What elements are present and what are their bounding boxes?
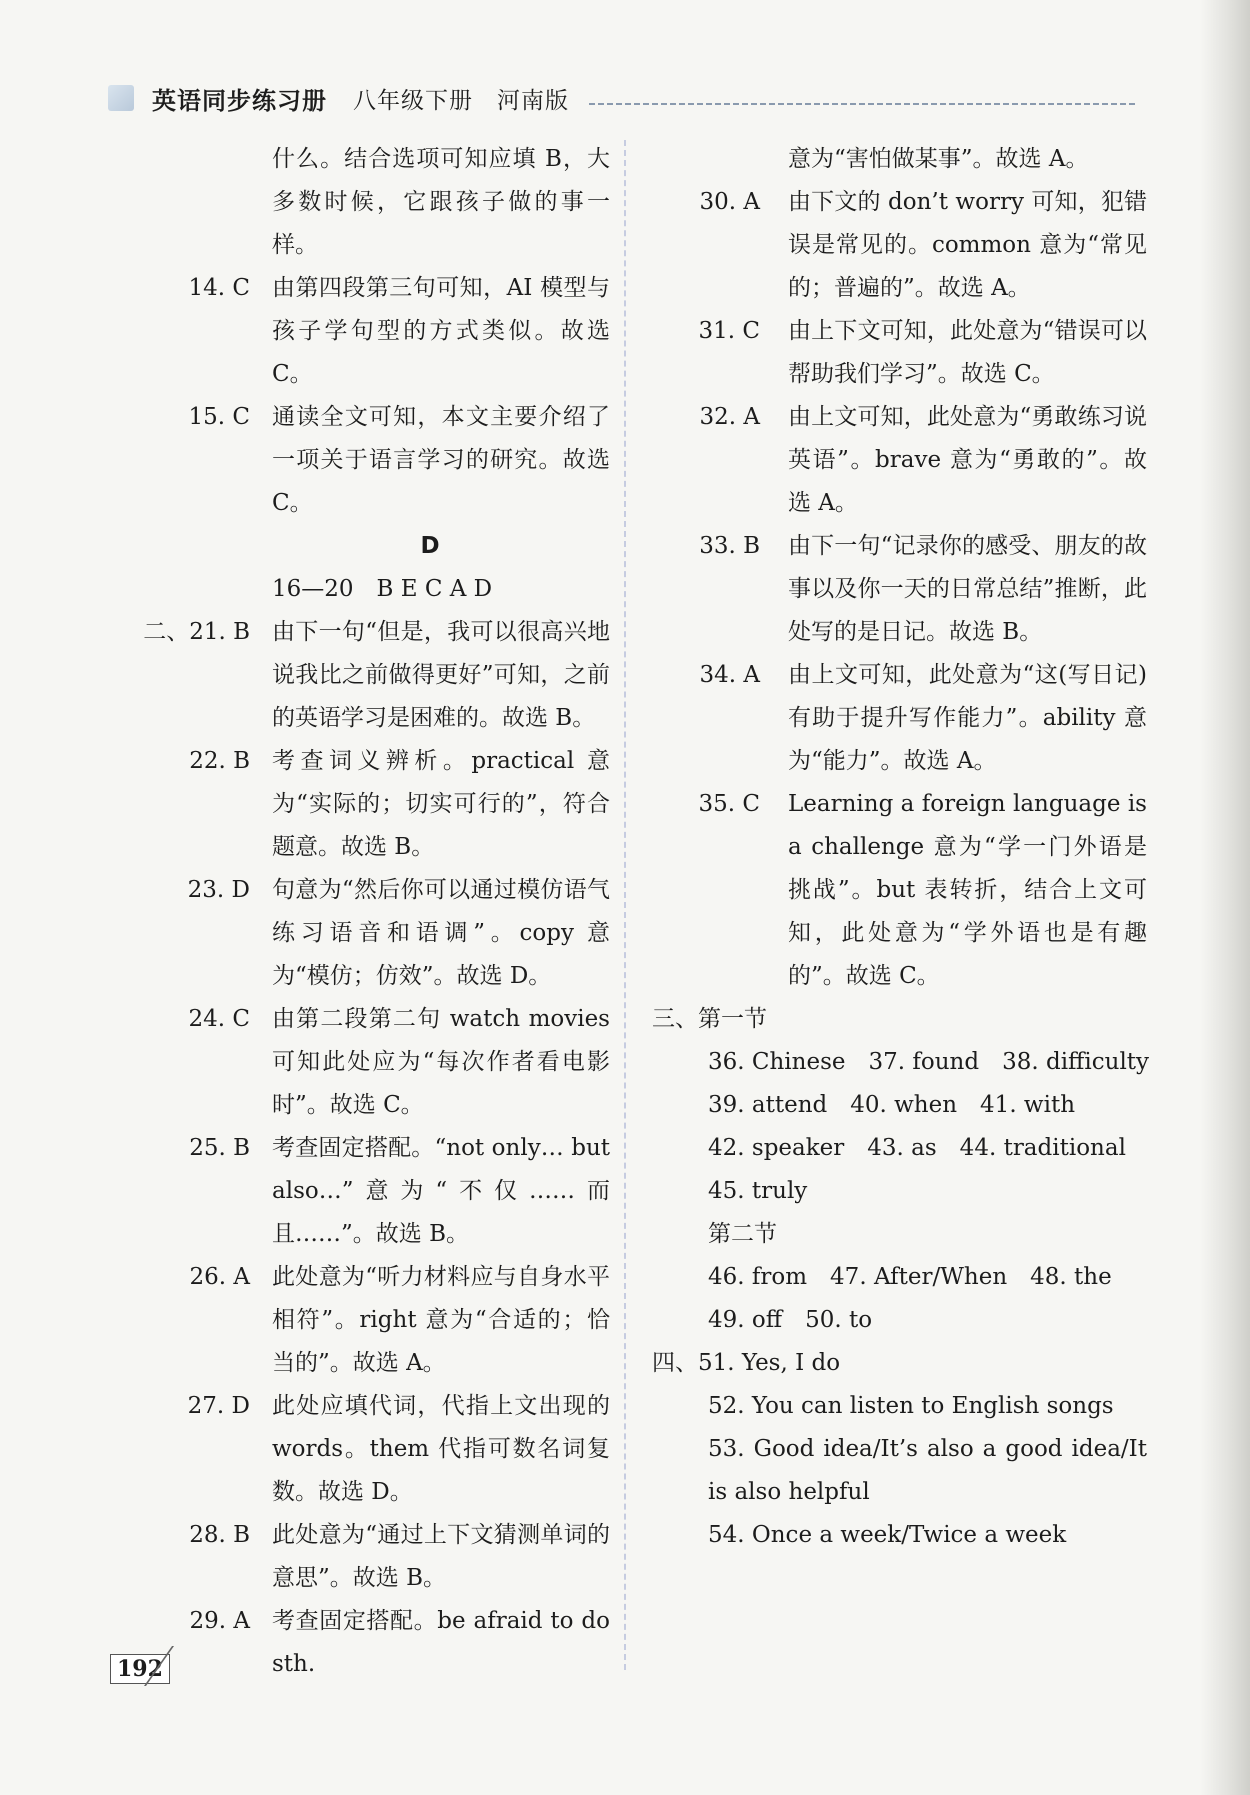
answer-line: 36. Chinese 37. found 38. difficulty bbox=[708, 1049, 1150, 1075]
answer-item bbox=[110, 998, 610, 1127]
question-number: 25. B bbox=[189, 1135, 250, 1161]
book-logo-icon bbox=[108, 85, 134, 111]
question-number: 15. C bbox=[188, 404, 250, 430]
answer-item bbox=[652, 525, 1147, 654]
answer-explanation: 考查固定搭配。be afraid to do sth. bbox=[272, 1608, 610, 1677]
answer-explanation: 由上文可知，此处意为“这(写日记)有助于提升写作能力”。ability 意为“能力”。故选 A。 bbox=[788, 662, 1147, 774]
page-edge-shadow bbox=[1200, 0, 1250, 1795]
page-header bbox=[108, 78, 1138, 118]
answer-item bbox=[110, 1514, 610, 1600]
question-number: 32. A bbox=[699, 404, 760, 430]
answer-item bbox=[110, 611, 610, 740]
answer-item bbox=[110, 869, 610, 998]
question-number: 14. C bbox=[188, 275, 250, 301]
answer-item bbox=[110, 396, 610, 525]
column-divider bbox=[624, 140, 626, 1670]
header-rule bbox=[589, 103, 1138, 105]
question-number: 二、21. B bbox=[143, 619, 250, 645]
answer-explanation: 句意为“然后你可以通过模仿语气练习语音和语调”。copy 意为“模仿；仿效”。故选 D。 bbox=[272, 877, 610, 989]
answer-line: 42. speaker 43. as 44. traditional bbox=[708, 1135, 1126, 1161]
answer-explanation: 由第四段第三句可知，AI 模型与孩子学句型的方式类似。故选 C。 bbox=[272, 275, 610, 387]
answer-line: 45. truly bbox=[708, 1178, 808, 1204]
page-number: 192 bbox=[110, 1654, 170, 1684]
question-number: 26. A bbox=[189, 1264, 250, 1290]
answer-item bbox=[110, 267, 610, 396]
answer-line: 39. attend 40. when 41. with bbox=[708, 1092, 1076, 1118]
book-subtitle: 八年级下册 河南版 bbox=[353, 87, 569, 114]
answer-line: 54. Once a week/Twice a week bbox=[708, 1522, 1067, 1548]
question-number: 31. C bbox=[698, 318, 760, 344]
answer-item bbox=[652, 654, 1147, 783]
question-number: 23. D bbox=[187, 877, 250, 903]
answer-item bbox=[652, 138, 1147, 181]
answer-explanation: 此处应填代词，代指上文出现的 words。them 代指可数名词复数。故选 D。 bbox=[272, 1393, 610, 1505]
answer-explanation: 什么。结合选项可知应填 B，大多数时候，它跟孩子做的事一样。 bbox=[272, 146, 610, 258]
answer-explanation: 考查固定搭配。“not only… but also…”意为“不仅……而且……”。故选 B。 bbox=[272, 1135, 610, 1247]
answer-explanation: 通读全文可知，本文主要介绍了一项关于语言学习的研究。故选 C。 bbox=[272, 404, 610, 516]
answer-explanation: Learning a foreign language is a challenge 意为“学一门外语是挑战”。but 表转折，结合上文可知，此处意为“学外语也是有趣的”。故选 C。 bbox=[788, 791, 1147, 989]
answer-line: 四、51. Yes, I do bbox=[652, 1350, 841, 1376]
answer-explanation: 16—20 B E C A D bbox=[272, 576, 493, 602]
answer-explanation: 由第二段第二句 watch movies 可知此处应为“每次作者看电影时”。故选 C。 bbox=[272, 1006, 610, 1118]
answer-explanation: 由下文的 don’t worry 可知，犯错误是常见的。common 意为“常见的；普遍的”。故选 A。 bbox=[788, 189, 1147, 301]
answer-item bbox=[110, 1385, 610, 1514]
answer-explanation: 考查词义辨析。practical 意为“实际的；切实可行的”，符合题意。故选 B。 bbox=[272, 748, 610, 860]
answer-line: 52. You can listen to English songs bbox=[708, 1393, 1114, 1419]
question-number: 29. A bbox=[189, 1608, 250, 1634]
question-number: 33. B bbox=[699, 533, 760, 559]
answer-item bbox=[652, 181, 1147, 310]
left-column bbox=[110, 138, 610, 1686]
question-number: 22. B bbox=[189, 748, 250, 774]
answer-line: 46. from 47. After/When 48. the bbox=[708, 1264, 1112, 1290]
question-number: 30. A bbox=[699, 189, 760, 215]
answer-line: 53. Good idea/It’s also a good idea/It is also helpful bbox=[708, 1436, 1147, 1505]
answer-item bbox=[110, 138, 610, 267]
book-title: 英语同步练习册 bbox=[152, 86, 327, 115]
answer-item bbox=[110, 1256, 610, 1385]
answer-line: 第二节 bbox=[708, 1221, 777, 1247]
answer-explanation: 由下一句“记录你的感受、朋友的故事以及你一天的日常总结”推断，此处写的是日记。故选 B。 bbox=[788, 533, 1147, 645]
question-number: 28. B bbox=[189, 1522, 250, 1548]
answer-item bbox=[110, 1127, 610, 1256]
answer-line: 三、第一节 bbox=[652, 1006, 767, 1032]
question-number: 34. A bbox=[699, 662, 760, 688]
answer-item bbox=[110, 568, 610, 611]
answer-explanation: 由上下文可知，此处意为“错误可以帮助我们学习”。故选 C。 bbox=[788, 318, 1147, 387]
right-column bbox=[652, 138, 1150, 1557]
answer-item bbox=[652, 396, 1147, 525]
section-heading: D bbox=[420, 533, 440, 559]
answer-explanation: 此处意为“听力材料应与自身水平相符”。right 意为“合适的；恰当的”。故选 A。 bbox=[272, 1264, 610, 1376]
answer-explanation: 由下一句“但是，我可以很高兴地说我比之前做得更好”可知，之前的英语学习是困难的。故选 B。 bbox=[272, 619, 610, 731]
question-number: 35. C bbox=[698, 791, 760, 817]
answer-explanation: 由上文可知，此处意为“勇敢练习说英语”。brave 意为“勇敢的”。故选 A。 bbox=[788, 404, 1147, 516]
question-number: 24. C bbox=[188, 1006, 250, 1032]
answer-explanation: 意为“害怕做某事”。故选 A。 bbox=[788, 146, 1089, 172]
answer-explanation: 此处意为“通过上下文猜测单词的意思”。故选 B。 bbox=[272, 1522, 610, 1591]
answer-item bbox=[110, 740, 610, 869]
answer-line: 49. off 50. to bbox=[708, 1307, 873, 1333]
answer-item bbox=[652, 310, 1147, 396]
question-number: 27. D bbox=[187, 1393, 250, 1419]
answer-item bbox=[652, 783, 1147, 998]
